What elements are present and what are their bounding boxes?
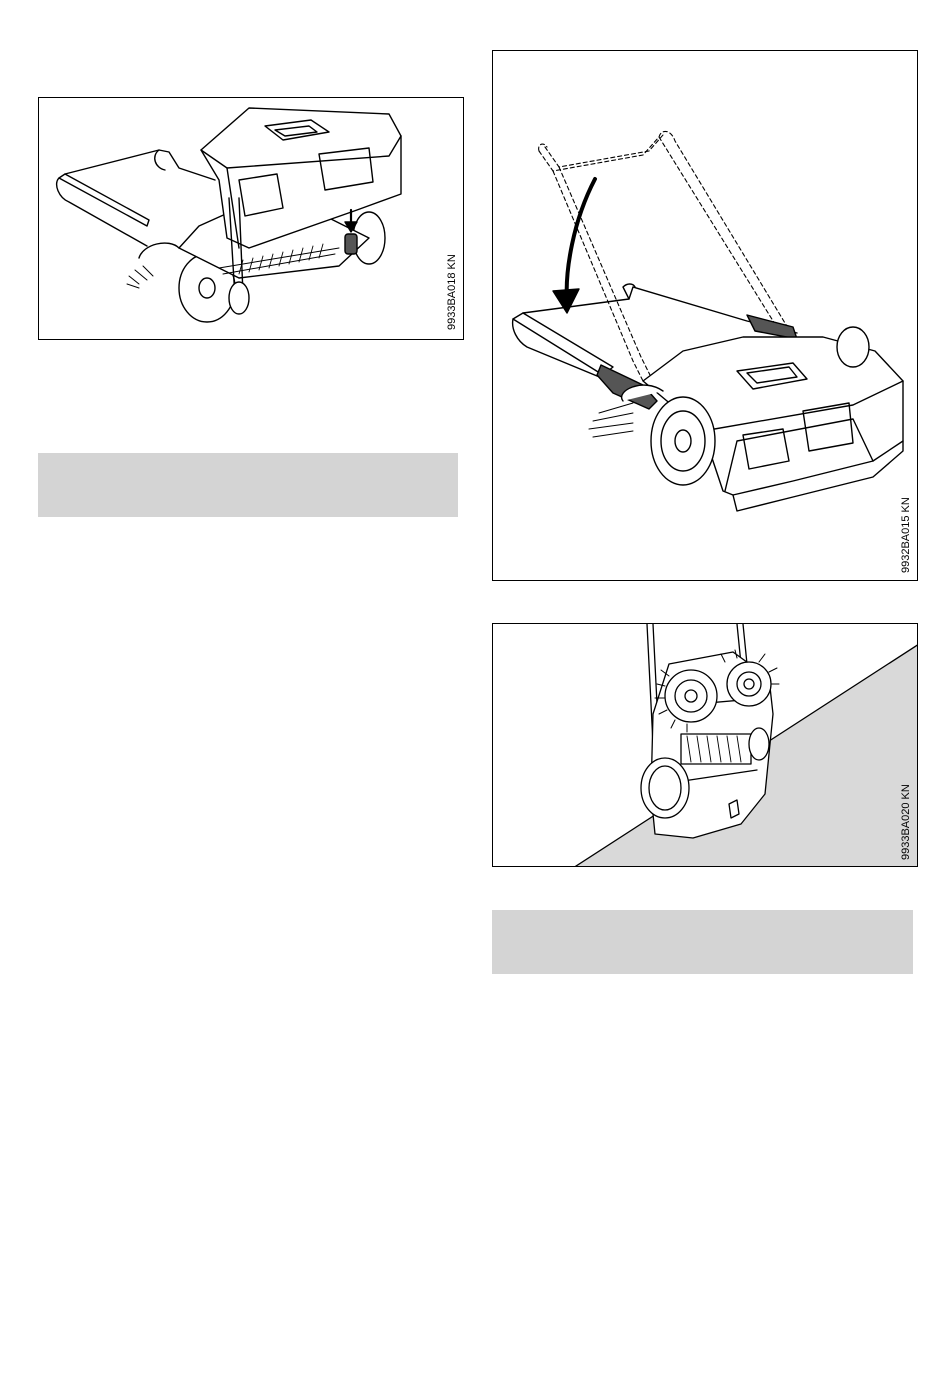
- figure-hopper-removal: [38, 97, 464, 340]
- note-box: [38, 453, 458, 517]
- figure-code: 9933BA020 KN: [900, 784, 912, 860]
- figure-code: 9932BA015 KN: [900, 497, 912, 573]
- sweeper-upright-storage-illustration: [493, 624, 918, 867]
- sweeper-handle-fold-illustration: [493, 51, 918, 581]
- sweeper-dirt-hopper-removal-illustration: [39, 98, 464, 340]
- note-box: [492, 910, 913, 974]
- figure-code: 9933BA018 KN: [446, 254, 458, 330]
- figure-handle-fold: [492, 50, 918, 581]
- figure-upright-storage: [492, 623, 918, 867]
